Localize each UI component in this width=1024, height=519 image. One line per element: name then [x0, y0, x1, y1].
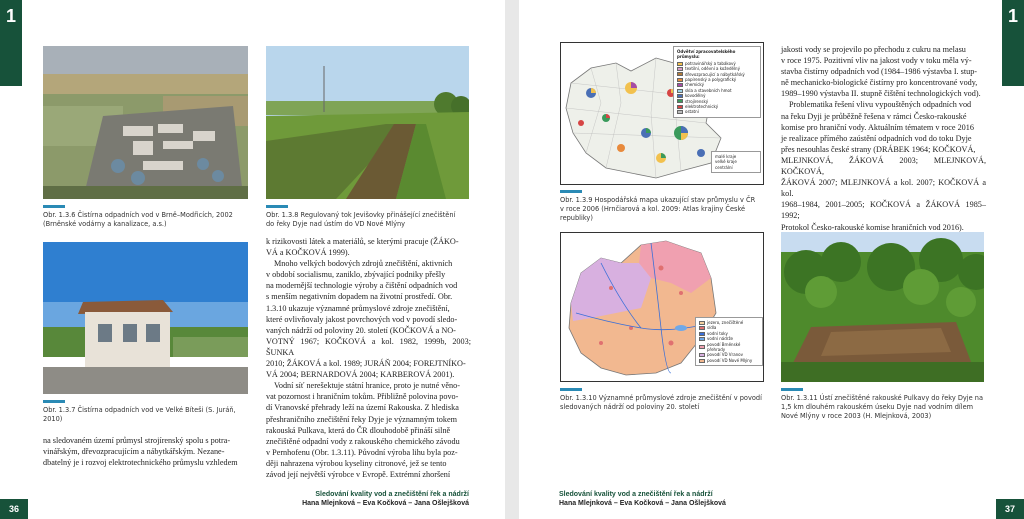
caption-line: Obr. 1.3.8 Regulovaný tok Jevišovky přinášející znečištění — [266, 211, 456, 219]
legend-swatch — [699, 321, 705, 325]
legend-label: jezero, znečištěné — [707, 320, 744, 325]
text-line: na modernější technologie výroby a čištění odpadních vod — [266, 281, 458, 291]
footer-title: Sledování kvality vod a znečištění řek a nádrží — [315, 491, 469, 498]
map-industry-legend — [673, 46, 761, 118]
legend-label: skla a stavebních hmot — [685, 87, 732, 93]
text-line: VÁ a KOČKOVÁ 1999). — [266, 248, 350, 258]
legend-title: Odvětví zpracovatelského průmyslu: — [677, 49, 736, 60]
legend-label: vodní toky — [707, 330, 728, 336]
legend-row — [699, 342, 759, 353]
legend-swatch — [677, 67, 683, 71]
photo-jevisovka-stream — [266, 46, 469, 199]
body-text-right-column — [266, 236, 471, 480]
footer-authors: Hana Mlejnková – Eva Kočková – Jana Ošlejšková — [559, 500, 726, 507]
text-line: jakosti vody se projevilo po přechodu z cukru na melasu — [781, 45, 966, 54]
caption-line: Nové Mlýny v roce 2003 (H. Mlejnková, 2003) — [781, 411, 932, 420]
legend-label: povodí Brněnské přehrady — [707, 341, 741, 353]
caption-line: Obr. 1.3.6 Čistírna odpadních vod v Brně–Modřicích, 2002 — [43, 211, 233, 219]
map-industry-czech-2006 — [560, 42, 764, 185]
legend-label: sídla — [707, 325, 717, 331]
text-line: přes nesouhlas české strany (DRÁBEK 1964; KOČKOVÁ, — [781, 144, 976, 154]
text-line: dbatelný je i rozvoj elektrotechnického průmyslu vzhledem — [43, 458, 238, 468]
caption-line: 1,5 km dlouhém rakouském úseku Dyje nad vodním dílem — [781, 402, 974, 411]
caption-rule — [560, 190, 582, 193]
book-gutter — [505, 0, 519, 519]
text-line: znečištěné odpadní vody z rakouského chemického závodu — [266, 436, 460, 446]
text-line: Problematika řešení vlivu vypouštěných odpadních vod — [789, 100, 972, 110]
legend-swatch — [699, 326, 705, 330]
caption-rule — [781, 388, 803, 391]
text-line: ŽÁKOVÁ 2007; MLEJNKOVÁ a kol. 2007; KOČKOVÁ a kol. — [781, 178, 986, 199]
text-line: rakouská Pulkava, která do ČR dlouhodobě přináší silně — [266, 425, 451, 435]
map-industry-size-legend — [711, 151, 761, 173]
text-line: k rizikovosti látek a materiálů, se kterými pracuje (ŽÁKO- — [266, 237, 459, 246]
footer-right — [559, 490, 726, 508]
text-line: stavba čistírny odpadních vod (1984–1986 výstavba I. stup- — [781, 67, 978, 77]
text-line: MLEJNKOVÁ, ŽÁKOVÁ 2003; MLEJNKOVÁ, KOČKOVÁ, — [781, 155, 986, 177]
text-line: komise pro hraniční vody. Aktuálním tématem v roce 2016 — [781, 122, 974, 132]
legend-swatch — [699, 345, 705, 349]
map-pollution-legend — [695, 317, 763, 366]
legend-label: chemický — [685, 82, 704, 88]
text-line: v Pernhofenu (Obr. 1.3.11). Původní výroba lihu byla poz- — [266, 447, 458, 457]
text-line: 1.3.10 ukazuje významné průmyslové zdroje znečištění, — [266, 303, 450, 313]
photo-pulkava-confluence — [781, 232, 984, 382]
text-line: s menším negativním dopadem na životní prostředí. Obr. — [266, 292, 453, 302]
legend-label: povodí VD Vranov — [707, 352, 743, 358]
legend-label: dřevozpracující a nábytkářský — [685, 71, 745, 77]
footer-left — [302, 490, 469, 508]
legend-swatch — [677, 78, 683, 82]
caption-line: Obr. 1.3.9 Hospodářská mapa ukazující stav průmyslu v ČR — [560, 196, 756, 204]
legend-swatch — [677, 83, 683, 87]
text-line: vat pozornost i hraničním tokům. Přibližně polovina povo- — [266, 392, 459, 402]
legend-label: ostatní — [685, 109, 699, 115]
text-line: Vodní síť nerešektuje státní hranice, proto je nutné věno- — [274, 381, 460, 391]
legend-row — [699, 358, 759, 363]
text-line: VOTNÝ 1967; KOČKOVÁ a kol. 1982, 1999b, 2003; ŠUNKA — [266, 336, 471, 357]
legend-swatch — [677, 94, 683, 98]
text-line: v roce 1975. Pozitivní vliv na jakost vody v toku měla vý- — [781, 56, 972, 66]
legend-swatch — [677, 105, 683, 109]
caption-rule — [266, 205, 288, 208]
text-line: vaných nádrží od poloviny 20. století (KOČKOVÁ a NO- — [266, 325, 456, 335]
legend-swatch — [699, 332, 705, 336]
caption-line: Obr. 1.3.7 Čistírna odpadních vod ve Velké Bíteši (S. Juráň, — [43, 406, 236, 414]
caption-line: Obr. 1.3.10 Významné průmyslové zdroje znečištění v povodí — [560, 394, 762, 402]
text-line: ději nahrazena výrobou kyseliny citronové, jež se tento — [266, 458, 447, 468]
text-line: je realizace přímého zaústění odpadních vod do toku Dyje — [781, 133, 972, 143]
legend-label: elektrotechnický — [685, 104, 719, 110]
caption-rule — [43, 400, 65, 403]
caption-fig-1-3-8 — [266, 211, 471, 229]
caption-line: Obr. 1.3.11 Ústí znečištěné rakouské Pulkavy do řeky Dyje na — [781, 394, 984, 402]
legend-label: textilní, oděvní a kožedělný — [685, 66, 740, 72]
text-line: na sledovaném území průmysl strojírenský spolu s potra- — [43, 436, 231, 445]
caption-line: sledovaných nádrží od poloviny 20. století — [560, 402, 700, 411]
footer-authors: Hana Mlejnková – Eva Kočková – Jana Ošlejšková — [302, 500, 469, 507]
caption-fig-1-3-9 — [560, 196, 765, 223]
caption-line: republiky) — [560, 213, 593, 222]
legend-label: vodní nádrže — [707, 336, 734, 342]
legend-row — [677, 109, 757, 114]
text-line: přeshraničního znečištění řeky Dyje je významným tokem — [266, 414, 457, 424]
footer-title: Sledování kvality vod a znečištění řek a nádrží — [559, 491, 713, 498]
photo-wwtp-brno-modrice — [43, 46, 248, 199]
caption-line: v roce 2006 (Hrnčiarová a kol. 2009: Atlas krajiny České — [560, 204, 746, 213]
map-pollution-sources — [560, 232, 764, 382]
text-line: vinářským, dřevozpracujícím a nábytkářským. Nezane- — [43, 447, 225, 457]
text-line: 2010; ŽÁKOVÁ a kol. 1989; JURÁŇ 2004; FOREJTNÍKO- — [266, 359, 466, 369]
caption-line: (Brněnské vodárny a kanalizace, a.s.) — [43, 219, 167, 228]
text-line: na řeku Dyji je průběžně řešena v rámci Česko-rakouské — [781, 111, 967, 121]
text-line: VÁ 2004; BERNARDOVÁ 2004; KARBEROVÁ 2001). — [266, 370, 455, 380]
legend-label: velké kraje — [715, 159, 737, 165]
photo-wwtp-velka-bites — [43, 242, 248, 394]
caption-rule — [43, 205, 65, 208]
legend-label: centrální — [715, 164, 733, 170]
caption-rule — [560, 388, 582, 391]
legend-label: potravinářský a tabákový — [685, 60, 736, 66]
legend-swatch — [677, 89, 683, 93]
body-text-left-column — [43, 435, 248, 468]
text-line: dí Vranovské přehrady leží na území Rakouska. Z hlediska — [266, 403, 459, 413]
legend-label: papírenský a polygrafický — [685, 77, 737, 83]
caption-line: 2010) — [43, 414, 63, 423]
text-line: které ovlivňovaly jakost povrchových vod v povodí sledo- — [266, 314, 458, 324]
caption-fig-1-3-6 — [43, 211, 248, 229]
caption-fig-1-3-10 — [560, 394, 765, 412]
text-line: Protokol Česko-rakouské komise hraničních vod 2016). — [781, 222, 964, 232]
text-line: 1989–1990 výstavba II. stupně čištění technologických vod). — [781, 89, 981, 99]
legend-swatch — [677, 110, 683, 114]
left-page — [0, 0, 505, 519]
page-number-left: 36 — [0, 499, 28, 519]
chapter-tab-left: 1 — [0, 0, 22, 86]
legend-label: kovodělný — [685, 93, 706, 99]
caption-line: do řeky Dyje nad ústím do VD Nové Mlýny — [266, 219, 406, 228]
text-line: 1968–1984, 2001–2005; KOČKOVÁ a ŽÁKOVÁ 1985–1992; — [781, 200, 986, 221]
legend-label: malé kraje — [715, 154, 737, 159]
legend-label: povodí VD Nové Mlýny — [707, 357, 753, 363]
legend-swatch — [677, 62, 683, 66]
legend-swatch — [699, 353, 705, 357]
caption-fig-1-3-11 — [781, 394, 991, 421]
text-line: závod její největší výrobce v Evropě. Extrémní zhoršení — [266, 469, 451, 479]
legend-swatch — [677, 72, 683, 76]
legend-label: strojírenský — [685, 98, 709, 104]
body-text-right-page — [781, 44, 986, 233]
text-line: ně mechanicko-biologické čistírny pro koncentrované vody, — [781, 78, 978, 88]
legend-swatch — [699, 337, 705, 341]
legend-swatch — [677, 99, 683, 103]
legend-swatch — [699, 359, 705, 363]
page-number-right: 37 — [996, 499, 1024, 519]
caption-fig-1-3-7 — [43, 406, 248, 424]
chapter-tab-right: 1 — [1002, 0, 1024, 86]
right-page — [519, 0, 1024, 519]
text-line: v období socialismu, zaniklo, zbývající podniky přešly — [266, 270, 446, 280]
text-line: Mnoho velkých bodových zdrojů znečištění, aktivních — [274, 259, 453, 269]
